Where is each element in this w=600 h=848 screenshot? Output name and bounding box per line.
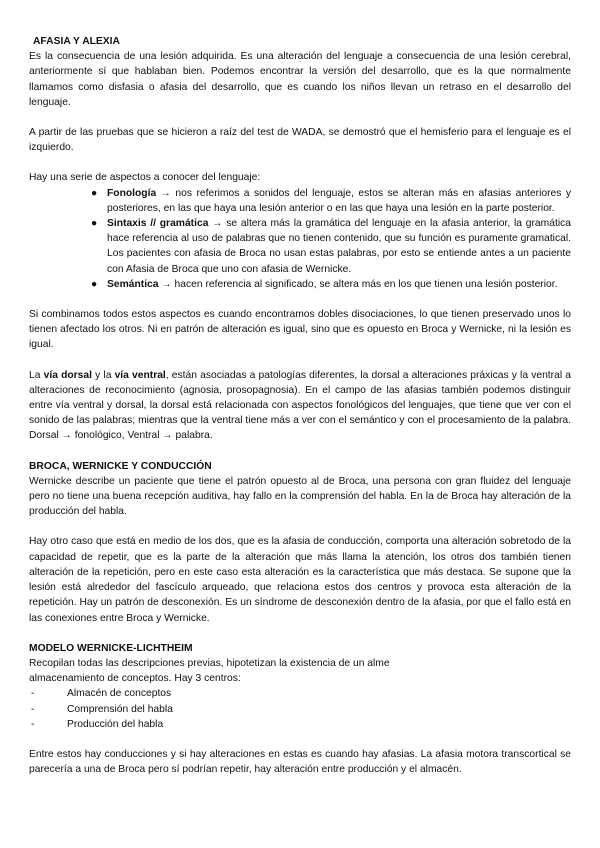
term-dorsal: vía dorsal — [43, 369, 92, 381]
paragraph: Si combinamos todos estos aspectos es cuando encontramos dobles disociaciones, lo que tienen preservado unos lo tienen afectado los otros. Ni en patrón de alteración es igual, sino que es opuesto en Broca y Wernicke, ni la lesión es igual. — [29, 309, 571, 351]
list-item-text: Comprensión del habla — [67, 703, 173, 715]
term-ventral: vía ventral — [114, 369, 166, 381]
list-item — [91, 216, 571, 277]
list-item — [29, 702, 571, 717]
aspects-list — [29, 186, 571, 292]
list-item-term: Fonología — [107, 187, 157, 199]
list-item-term: Sintaxis // gramática — [107, 218, 209, 230]
list-item-text: → se altera más la gramática del lenguaje en la afasia anterior, la gramática hace referencia al uso de palabras que no tienen contenido, que su función es puramente gramatical. Los pacientes con afasia de Broca no usan estas palabras, por esto se entiende antes a un paciente con Afasia de Broca que uno con afasia de Wernicke. — [107, 218, 571, 275]
paragraph: A partir de las pruebas que se hicieron a raíz del test de WADA, se demostró que el hemisferio para el lenguaje es el izquierdo. — [29, 127, 571, 154]
list-item — [91, 277, 571, 292]
paragraph-line: almacenamiento de conceptos. Hay 3 centros: — [29, 673, 241, 685]
paragraph-line: Recopilan todas las descripciones previas, hipotetizan la existencia de un alme — [29, 657, 390, 669]
list-item-text: Producción del habla — [67, 718, 164, 730]
section-heading-modelo: MODELO WERNICKE-LICHTHEIM — [29, 642, 193, 654]
list-item-term: Semántica — [107, 278, 159, 290]
section-heading-broca-wernicke: BROCA, WERNICKE Y CONDUCCIÓN — [29, 460, 212, 472]
bullet-icon: ● — [91, 278, 98, 290]
centers-list — [29, 686, 571, 732]
dash-marker: - — [31, 688, 35, 700]
list-item — [29, 686, 571, 701]
text-run: La — [29, 369, 44, 381]
dash-marker: - — [31, 718, 35, 730]
paragraph: Wernicke describe un paciente que tiene el patrón opuesto al de Broca, una persona con gran fluidez del lenguaje pero no tiene una buena recepción auditiva, hay fallo en la comprensión del habla. En la de Broca hay alteración de la producción del habla. — [29, 475, 571, 518]
list-item-text: → hacen referencia al significado, se altera más en los que tienen una lesión posterior. — [158, 278, 558, 290]
paragraph: Hay una serie de aspectos a conocer del lenguaje: — [29, 172, 261, 184]
dash-marker: - — [31, 703, 35, 715]
section-heading-afasia-alexia: AFASIA Y ALEXIA — [33, 36, 120, 47]
document-page — [29, 34, 571, 777]
list-item — [91, 186, 571, 216]
paragraph: Hay otro caso que está en medio de los dos, que es la afasia de conducción, comporta una alteración sobretodo de la capacidad de repetir, que es la parte de la alteración que más llama la atención, los otros dos también tienen alteración de la repetición, pero en este caso esta alteración es la característica que más destaca. Se supone que la lesión está alrededor del fascículo arqueado, que relaciona estos dos centros y provoca esta alteración de la repetición. Hay un patrón de desconexión. Es un síndrome de desconexión dentro de la afasia, por que el fallo está en las conexiones entre Broca y Wernicke. — [29, 536, 571, 624]
bullet-icon: ● — [91, 187, 98, 199]
text-run: , están asociadas a patologías diferentes, la dorsal a alteraciones práxicas y la ventral a alteraciones de reconocimiento (agnosia, prosopagnosia). En el campo de las afasias también podemos distinguir entre vía ventral y dorsal, la dorsal está relacionada con aspectos fonológicos del lenguajes, que tiene que ver con el sonido de las palabras; mientras que la ventral tiene más a ver con el semántico y con el procesamiento de la palabra. Dorsal → fonológico, Ventral → palabra. — [29, 369, 571, 442]
list-item-text: → nos referimos a sonidos del lenguaje, estos se alteran más en afasias anteriores y posteriores, en las que haya una lesión anterior o en las que haya una lesión en la parte posterior. — [107, 187, 571, 214]
text-run: y la — [91, 369, 115, 381]
bullet-icon: ● — [91, 218, 98, 230]
list-item-text: Almacén de conceptos — [67, 688, 172, 700]
paragraph: Entre estos hay conducciones y si hay alteraciones en estas es cuando hay afasias. La afasia motora transcortical se parecería a una de Broca pero sí podrían repetir, hay alteración entre producción y el almacén. — [29, 748, 571, 776]
list-item — [29, 717, 571, 732]
paragraph: Es la consecuencia de una lesión adquirida. Es una alteración del lenguaje a consecuencia de una lesión cerebral, anteriormente sí que hablaban bien. Podemos encontrar la versión del desarrollo, que es la que normalmente llamamos como disfasia o afasia del desarrollo, que es cuando los niños llevan un retraso en el desarrollo del lenguaje. — [29, 51, 571, 108]
paragraph-pathways — [29, 368, 571, 444]
